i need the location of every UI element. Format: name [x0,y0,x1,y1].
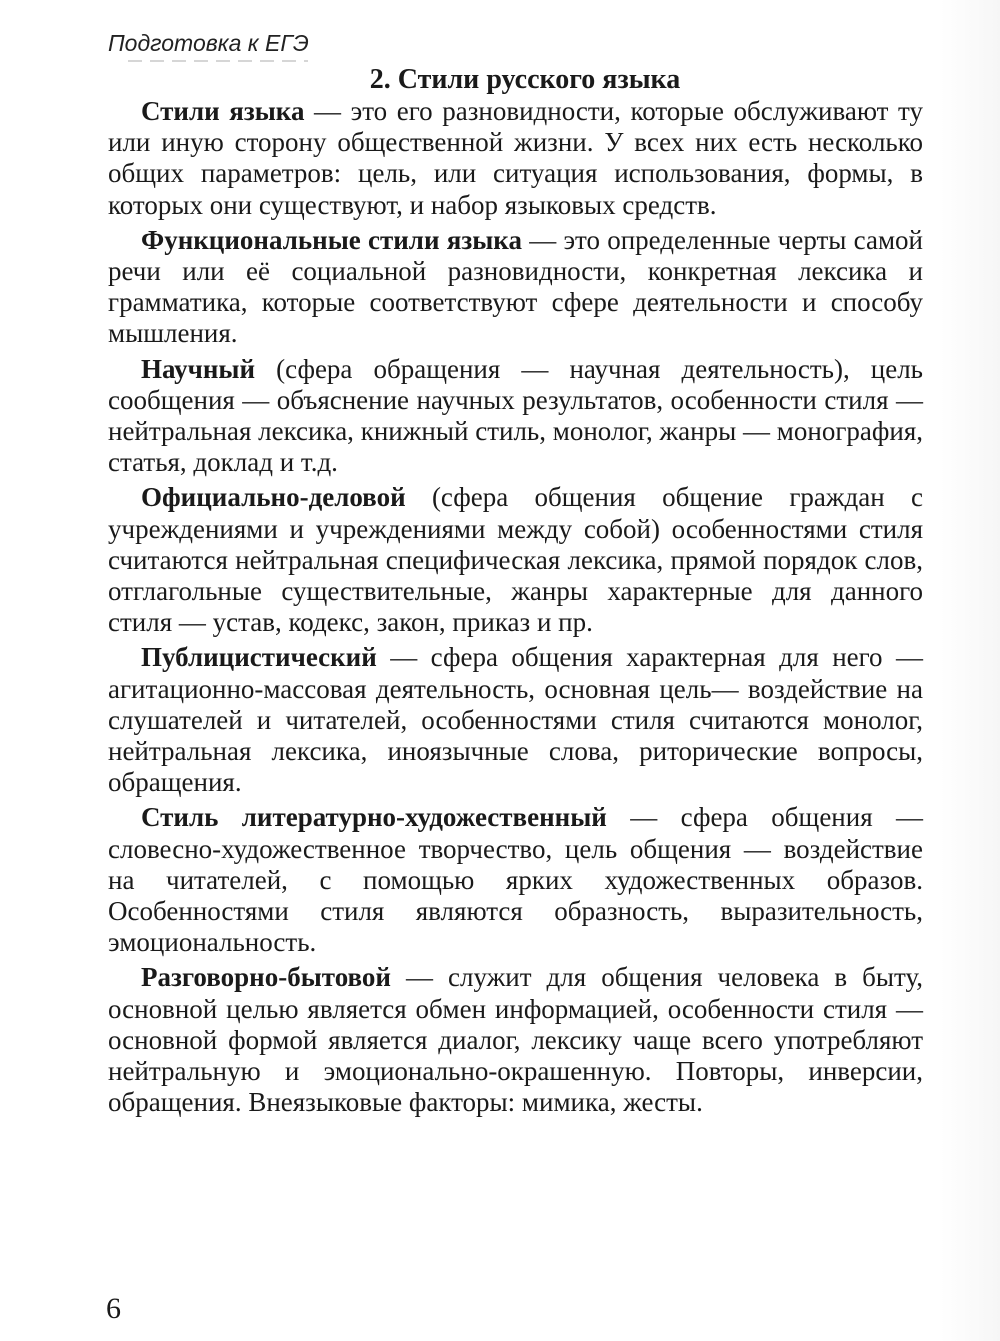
page-number: 6 [106,1292,121,1325]
definition: — это его разновидности, которые обслуживают ту или иную сторону общественной жизни. У всех них есть несколько общих параметров: цель, или ситуация использования, формы, в которых они существуют, и набор языковых средств. [108,96,923,220]
term: Функциональные стили языка [141,224,522,255]
term: Публицистический [141,642,377,673]
term: Разговорно-бытовой [141,962,391,993]
definition: — сфера общения характерная для него — агитационно-массовая деятельность, основная цель— воздействие на слушателей и читателей, особенностями стиля считаются монолог, нейтральная лексика, иноязычные слова, риторические вопросы, обращения. [108,642,923,798]
header-rule [128,60,308,62]
paragraph-journalistic-style [108,642,923,798]
paragraph-official-style [108,482,923,638]
paragraph-literary-style [108,802,923,958]
term: Стиль литературно-художественный [141,802,607,833]
definition: — это определенные черты самой речи или её социальной разновидности, конкретная лексика и грамматика, которые соответствуют сфере деятельности и способу мышления. [108,224,923,349]
term: Стили языка [141,96,305,126]
paragraph-functional-styles [108,225,923,350]
body-text [108,96,923,1123]
paragraph-styles-definition [108,96,923,221]
running-head: Подготовка к ЕГЭ [108,30,309,56]
paragraph-scientific-style [108,354,923,479]
page-edge-shadow [940,0,1000,1341]
paragraph-colloquial-style [108,962,923,1118]
definition: — служит для общения человека в быту, основной целью является обмен информацией, особенности стиля — основной формой является диалог, лексику чаще всего употребляют нейтральную и эмоционально-окрашенную. Повторы, инверсии, обращения. Внеязыковые факторы: мимика, жесты. [108,962,923,1118]
term: Официально-деловой [141,482,406,513]
section-title: 2. Стили русского языка [369,64,681,95]
term: Научный [141,353,256,384]
definition: (сфера обращения — научная деятельность), цель сообщения — объяснение научных результатов, особенности стиля — нейтральная лексика, книжный стиль, монолог, жанры — монография, статья, доклад и т.д. [108,353,923,478]
definition: (сфера общения общение граждан с учреждениями и учреждениями между собой) особенностями стиля считаются нейтральная специфическая лексика, прямой порядок слов, отглагольные существительные, жанры характерные для данного стиля — устав, кодекс, закон, приказ и пр. [108,482,923,638]
definition: — сфера общения — словесно-художественное творчество, цель общения — воздействие на читателей, с помощью ярких художественных образов. Особенностями стиля являются образность, выразительность, эмоциональность. [108,802,924,958]
